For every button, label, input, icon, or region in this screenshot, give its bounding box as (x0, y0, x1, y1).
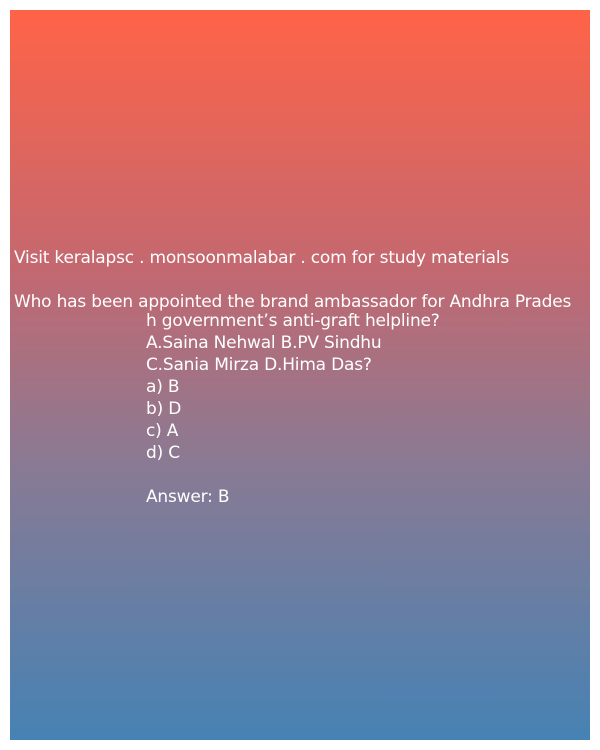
answer-text: Answer: B (146, 487, 230, 507)
question-card (10, 10, 590, 740)
study-materials-link-text: Visit keralapsc . monsoonmalabar . com for study materials (14, 248, 510, 268)
question-text-line-2: h government’s anti-graft helpline? (146, 311, 440, 331)
choice-c: c) A (146, 421, 179, 441)
options-line-1: A.Saina Nehwal B.PV Sindhu (146, 333, 382, 353)
choice-a: a) B (146, 377, 180, 397)
options-line-2: C.Sania Mirza D.Hima Das? (146, 355, 372, 375)
choice-d: d) C (146, 443, 180, 463)
choice-b: b) D (146, 399, 182, 419)
question-text-line-1: Who has been appointed the brand ambassador for Andhra Prades (14, 292, 572, 312)
